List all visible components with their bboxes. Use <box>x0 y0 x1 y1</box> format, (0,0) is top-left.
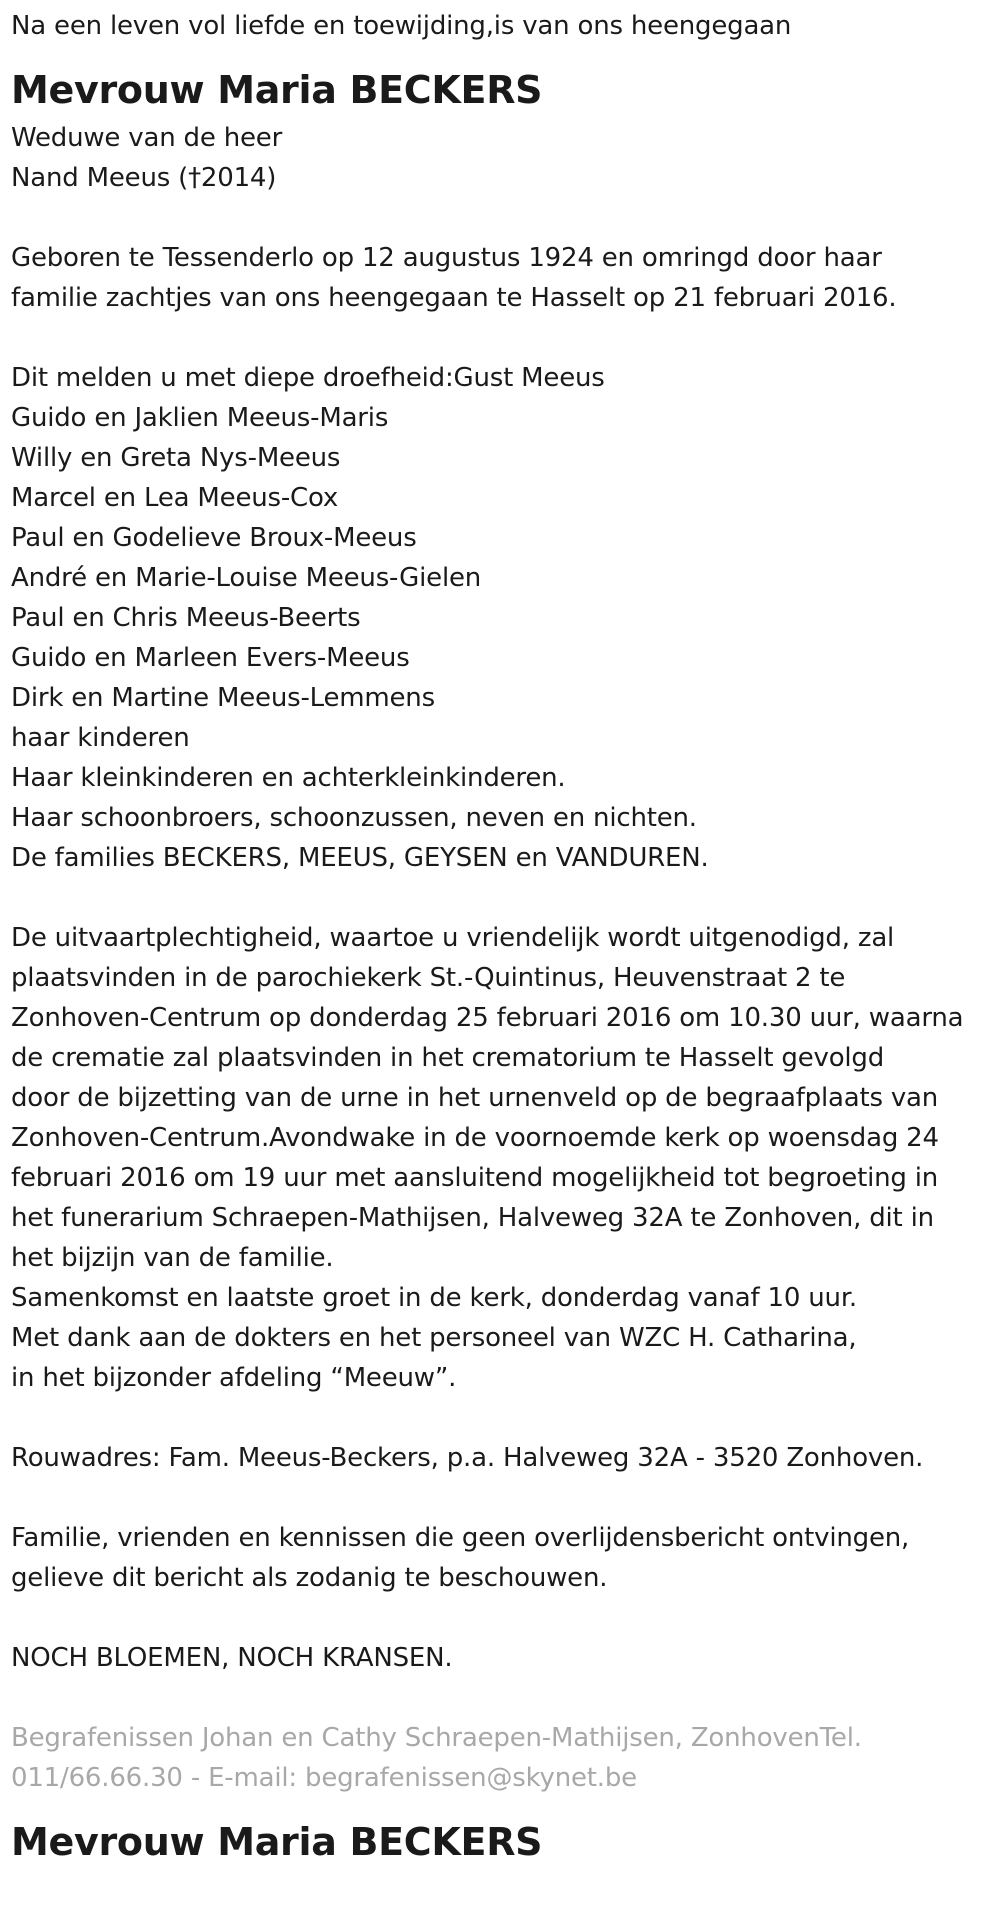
no-flowers-note: NOCH BLOEMEN, NOCH KRANSEN. <box>11 1643 453 1673</box>
mourning-address: Rouwadres: Fam. Meeus-Beckers, p.a. Halveweg 32A - 3520 Zonhoven. <box>11 1443 924 1473</box>
ceremony-line: Zonhoven-Centrum op donderdag 25 februari 2016 om 10.30 uur, waarna <box>11 1003 964 1033</box>
notice-section <box>11 1518 996 1598</box>
ceremony-line: februari 2016 om 19 uur met aansluitend mogelijkheid tot begroeting in <box>11 1163 939 1193</box>
ceremony-line: Zonhoven-Centrum.Avondwake in de voornoemde kerk op woensdag 24 <box>11 1123 939 1153</box>
mourners-line: Marcel en Lea Meeus-Cox <box>11 483 339 513</box>
mourners-line: Haar kleinkinderen en achterkleinkinderen. <box>11 763 566 793</box>
mourners-line: De families BECKERS, MEEUS, GEYSEN en VANDUREN. <box>11 843 709 873</box>
mourners-line: Haar schoonbroers, schoonzussen, neven en nichten. <box>11 803 697 833</box>
mourners-line: Dit melden u met diepe droefheid:Gust Meeus <box>11 363 605 393</box>
ceremony-line: het bijzijn van de familie. <box>11 1243 334 1273</box>
widow-section <box>11 118 996 198</box>
ceremony-line: De uitvaartplechtigheid, waartoe u vriendelijk wordt uitgenodigd, zal <box>11 923 895 953</box>
ceremony-line: het funerarium Schraepen-Mathijsen, Halveweg 32A te Zonhoven, dit in <box>11 1203 934 1233</box>
undertaker-line: Begrafenissen Johan en Cathy Schraepen-Mathijsen, ZonhovenTel. <box>11 1723 862 1753</box>
birth-line: familie zachtjes van ons heengegaan te Hasselt op 21 februari 2016. <box>11 283 897 313</box>
birth-section <box>11 238 996 318</box>
notice-line: gelieve dit bericht als zodanig te beschouwen. <box>11 1563 608 1593</box>
deceased-name-title: Mevrouw Maria BECKERS <box>11 68 543 112</box>
intro-line: Na een leven vol liefde en toewijding,is van ons heengegaan <box>11 11 792 41</box>
obituary-notice <box>11 0 996 1870</box>
mourners-line: Dirk en Martine Meeus-Lemmens <box>11 683 435 713</box>
ceremony-line: Met dank aan de dokters en het personeel van WZC H. Catharina, <box>11 1323 857 1353</box>
birth-line: Geboren te Tessenderlo op 12 augustus 1924 en omringd door haar <box>11 243 882 273</box>
widow-line: Nand Meeus (†2014) <box>11 163 277 193</box>
mourners-line: André en Marie-Louise Meeus-Gielen <box>11 563 482 593</box>
mourners-line: Paul en Godelieve Broux-Meeus <box>11 523 417 553</box>
ceremony-section <box>11 918 996 1398</box>
ceremony-line: de crematie zal plaatsvinden in het crematorium te Hasselt gevolgd <box>11 1043 885 1073</box>
mourners-line: Guido en Jaklien Meeus-Maris <box>11 403 389 433</box>
ceremony-line: plaatsvinden in de parochiekerk St.-Quintinus, Heuvenstraat 2 te <box>11 963 846 993</box>
undertaker-section <box>11 1718 996 1798</box>
mourners-line: Guido en Marleen Evers-Meeus <box>11 643 410 673</box>
footer-name-title: Mevrouw Maria BECKERS <box>11 1820 543 1864</box>
mourners-line: Paul en Chris Meeus-Beerts <box>11 603 361 633</box>
widow-line: Weduwe van de heer <box>11 123 283 153</box>
mourners-section <box>11 358 996 878</box>
notice-line: Familie, vrienden en kennissen die geen overlijdensbericht ontvingen, <box>11 1523 910 1553</box>
mourners-line: Willy en Greta Nys-Meeus <box>11 443 341 473</box>
ceremony-line: Samenkomst en laatste groet in de kerk, donderdag vanaf 10 uur. <box>11 1283 857 1313</box>
mourners-line: haar kinderen <box>11 723 190 753</box>
ceremony-line: in het bijzonder afdeling “Meeuw”. <box>11 1363 457 1393</box>
undertaker-line: 011/66.66.30 - E-mail: begrafenissen@skynet.be <box>11 1763 637 1793</box>
ceremony-line: door de bijzetting van de urne in het urnenveld op de begraafplaats van <box>11 1083 939 1113</box>
